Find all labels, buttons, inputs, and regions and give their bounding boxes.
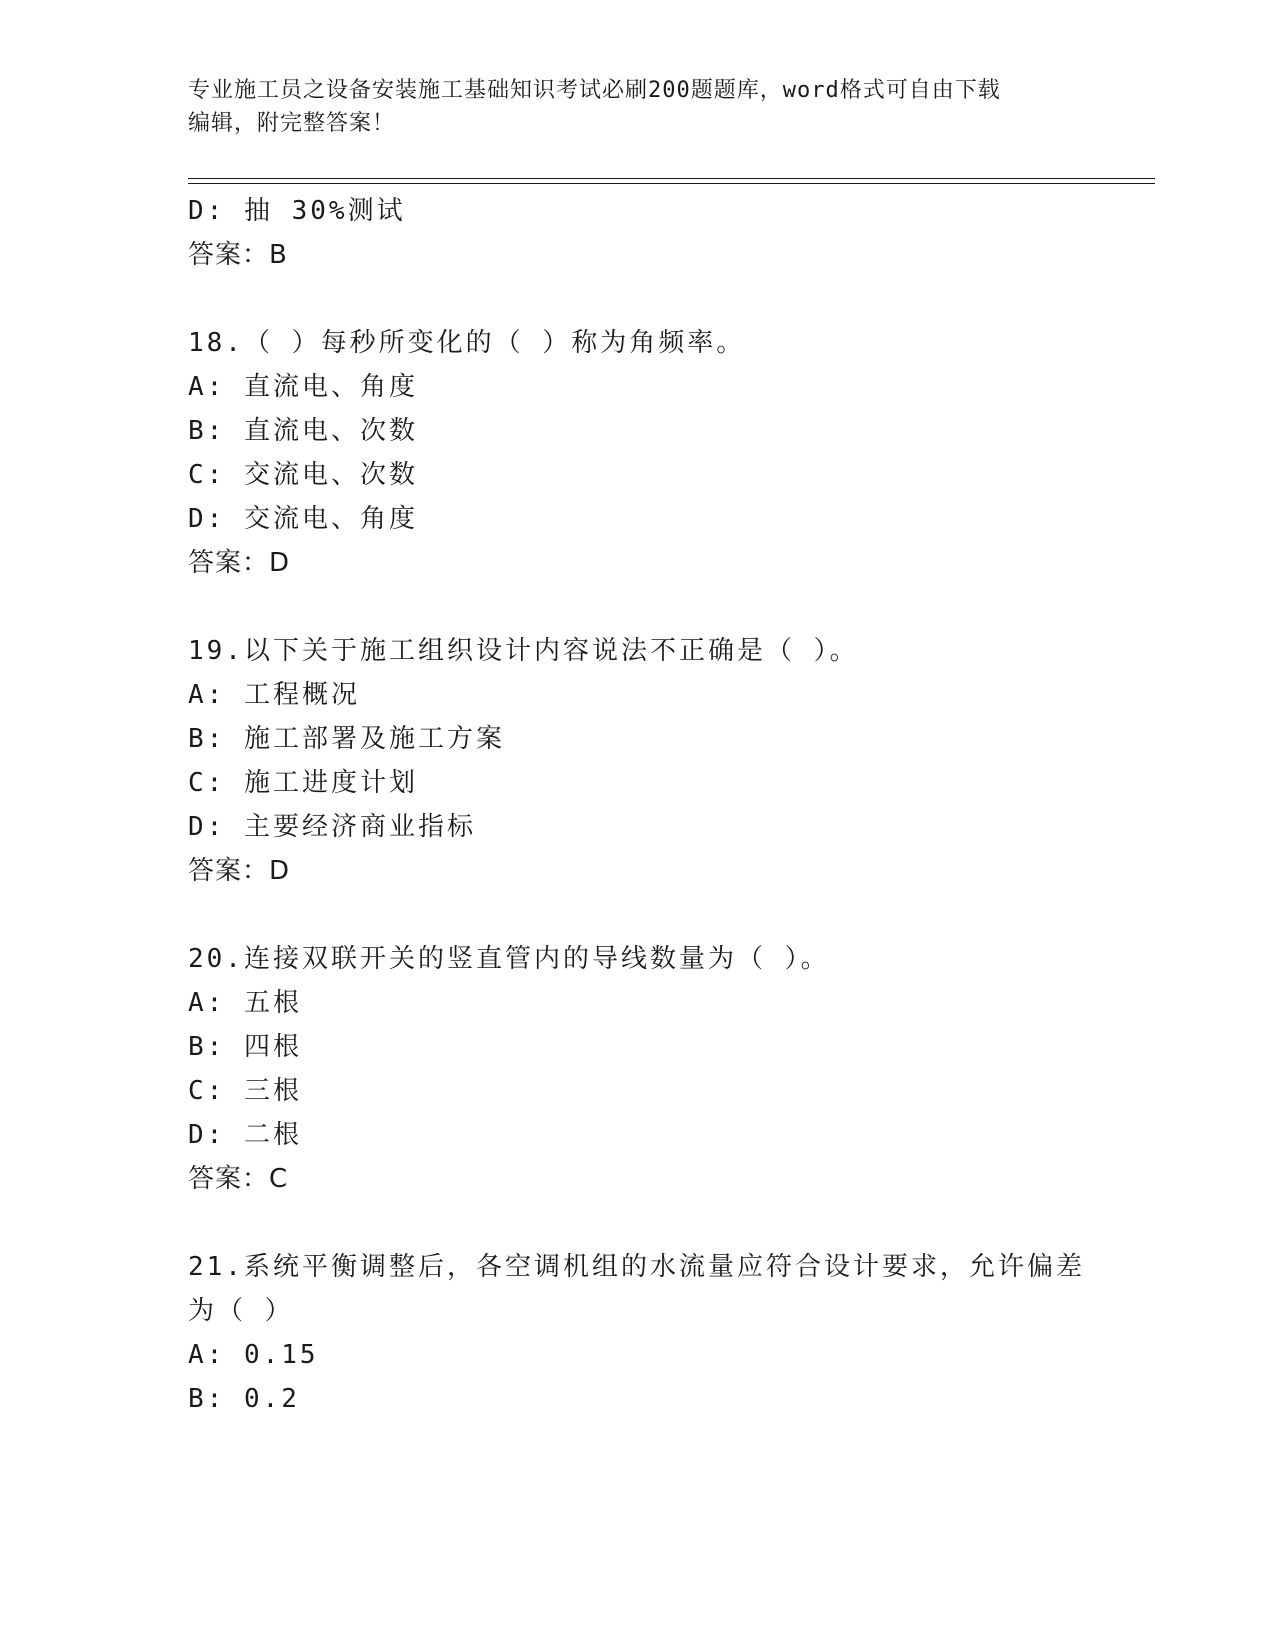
question-19-answer: 答案：D [188, 856, 291, 886]
question-19-option-b: B: 施工部署及施工方案 [188, 724, 505, 754]
question-19-option-a: A: 工程概况 [188, 680, 360, 710]
question-20-answer: 答案：C [188, 1164, 289, 1194]
question-20-option-d: D: 二根 [188, 1120, 302, 1150]
question-18-stem: 18.（ ）每秒所变化的（ ）称为角频率。 [188, 328, 746, 358]
question-20-stem: 20.连接双联开关的竖直管内的导线数量为（ ）。 [188, 944, 830, 974]
question-20-option-c: C: 三根 [188, 1076, 302, 1106]
option-d: D: 抽 30%测试 [188, 196, 406, 226]
question-19-option-d: D: 主要经济商业指标 [188, 812, 476, 842]
question-21-option-a: A: 0.15 [188, 1340, 319, 1370]
question-20-option-b: B: 四根 [188, 1032, 302, 1062]
document-header [188, 74, 1088, 140]
question-18-answer: 答案：D [188, 548, 291, 578]
question-18-option-c: C: 交流电、次数 [188, 460, 418, 490]
question-21-stem-line-1: 21.系统平衡调整后，各空调机组的水流量应符合设计要求，允许偏差 [188, 1252, 1085, 1282]
question-20-option-a: A: 五根 [188, 988, 302, 1018]
question-18-option-a: A: 直流电、角度 [188, 372, 418, 402]
answer-line: 答案：B [188, 240, 288, 270]
header-divider-bottom [188, 183, 1155, 184]
question-21-stem-line-2: 为（ ） [188, 1296, 294, 1326]
question-19-option-c: C: 施工进度计划 [188, 768, 418, 798]
question-18-option-d: D: 交流电、角度 [188, 504, 418, 534]
question-18-option-b: B: 直流电、次数 [188, 416, 418, 446]
header-line-1: 专业施工员之设备安装施工基础知识考试必刷200题题库，word格式可自由下载 [188, 78, 1001, 103]
question-19-stem: 19.以下关于施工组织设计内容说法不正确是（ ）。 [188, 636, 859, 666]
header-divider-top [188, 178, 1155, 179]
question-21-option-b: B: 0.2 [188, 1384, 300, 1414]
header-line-2: 编辑，附完整答案！ [188, 111, 396, 136]
